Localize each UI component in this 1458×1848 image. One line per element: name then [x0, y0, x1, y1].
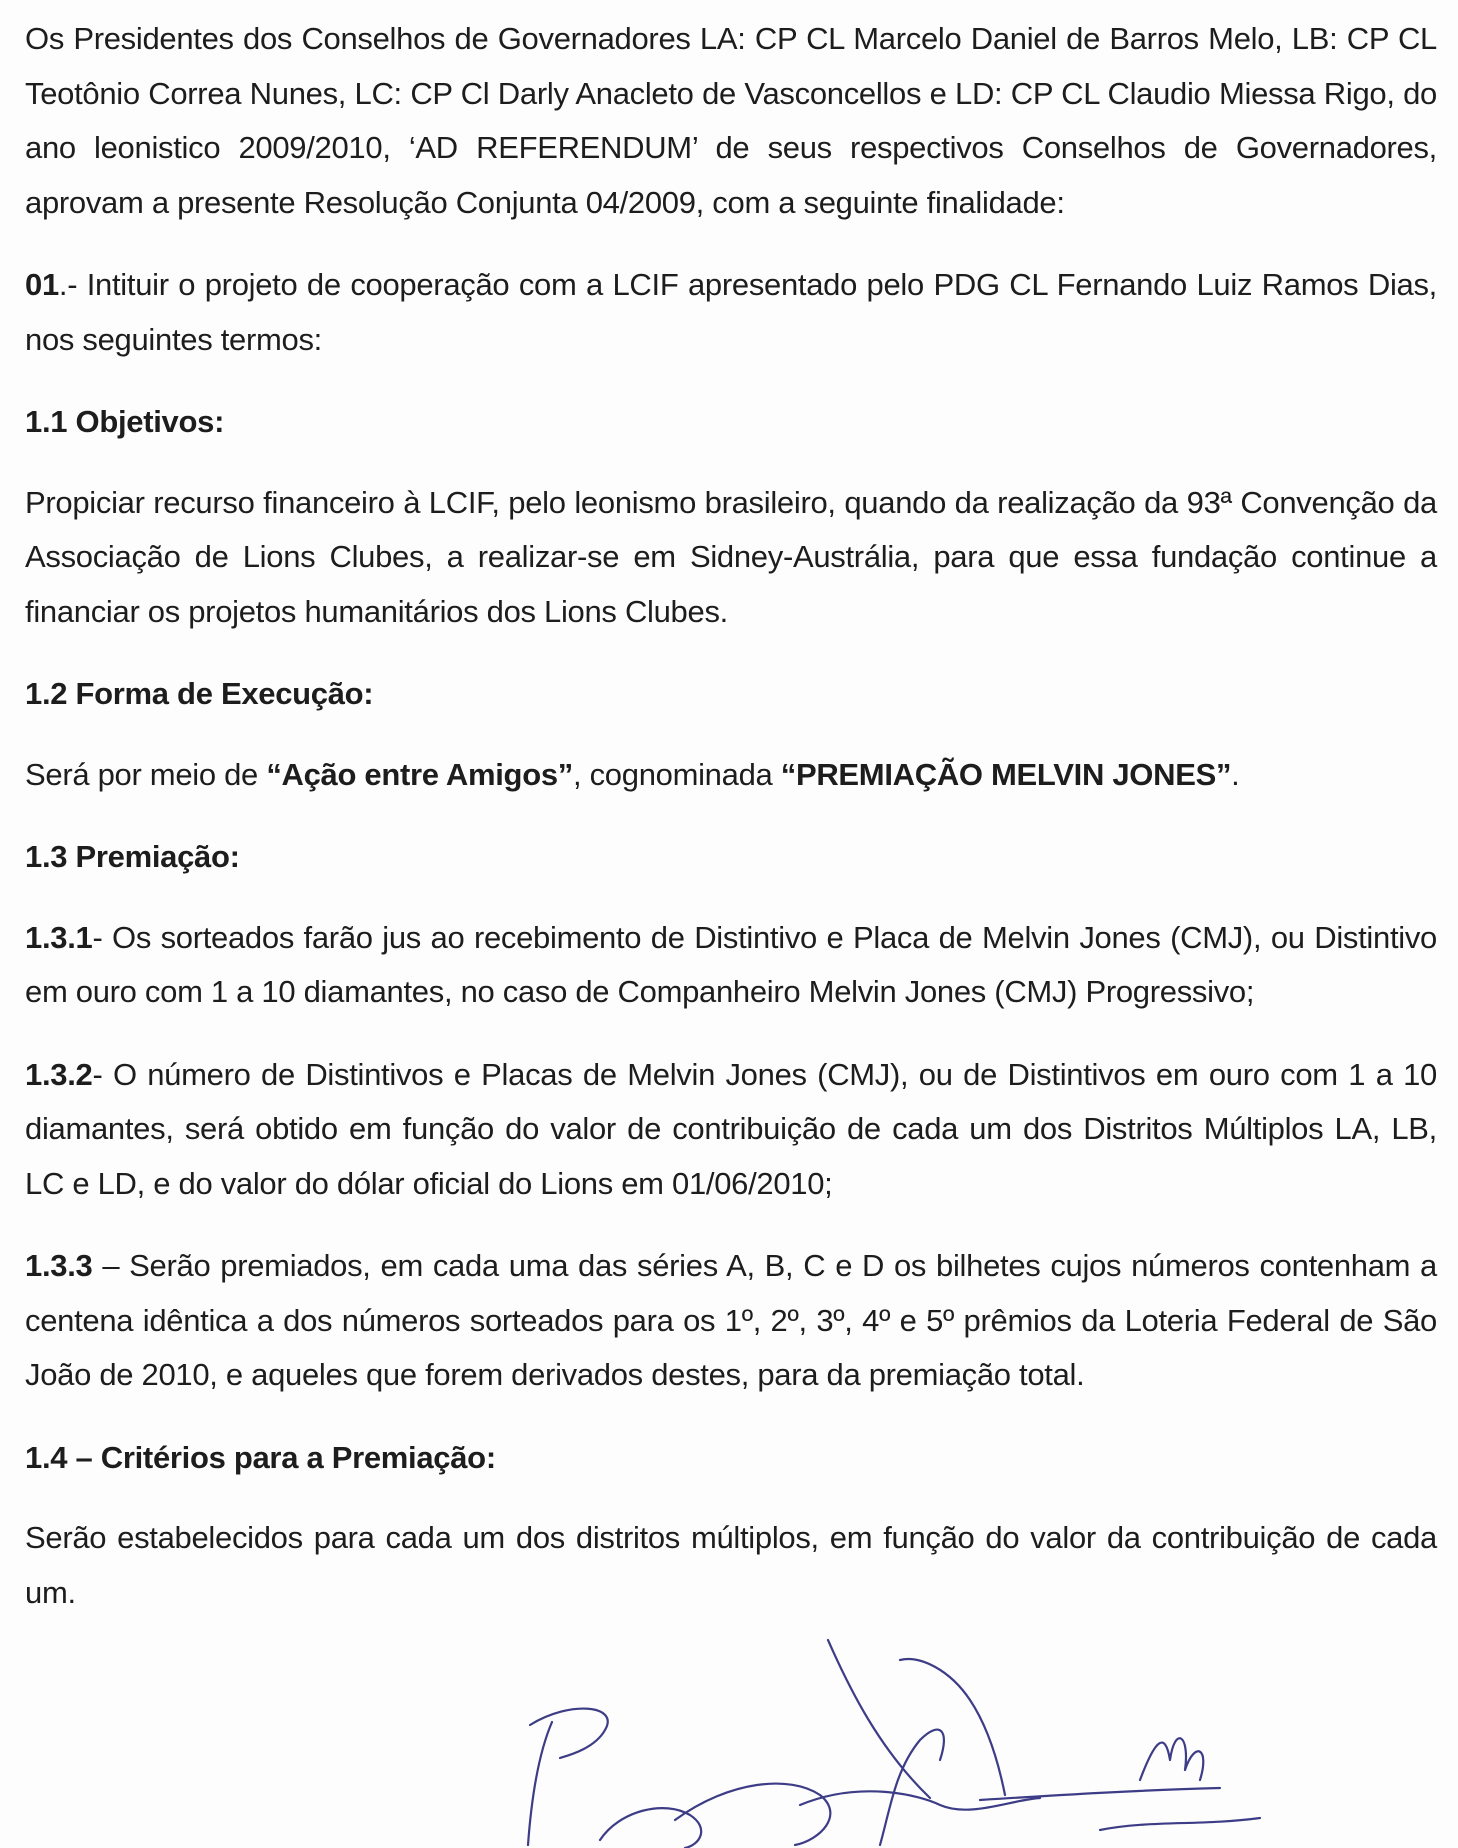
item-1-3-1-text: - Os sorteados farão jus ao recebimento de Distintivo e Placa de Melvin Jones (CMJ), ou Distintivo em ouro com 1 a 10 diamantes, no caso de Companheiro Melvin Jones (CMJ) Progressivo;	[25, 919, 1437, 1009]
item-1-3-1-number: 1.3.1	[25, 919, 93, 955]
section-1-4-text: Serão estabelecidos para cada um dos distritos múltiplos, em função do valor da contribuição de cada um.	[25, 1520, 1437, 1610]
item-1-3-1	[25, 911, 1437, 1020]
acao-entre-amigos: “Ação entre Amigos”	[266, 756, 573, 792]
signature-stroke-8	[880, 1730, 944, 1845]
item-1-3-3-text: – Serão premiados, em cada uma das séries A, B, C e D os bilhetes cujos números contenham a centena idêntica a dos números sorteados para os 1º, 2º, 3º, 4º e 5º prêmios da Loteria Federal de São João de 2010, e aqueles que forem derivados destes, para da premiação total.	[25, 1248, 1437, 1392]
signature-stroke-9	[980, 1788, 1220, 1800]
signature-stroke-10	[1140, 1738, 1203, 1780]
signature-stroke-6	[828, 1640, 930, 1798]
item-1-3-3-number: 1.3.3	[25, 1248, 93, 1283]
section-1-1-text: Propiciar recurso financeiro à LCIF, pelo leonismo brasileiro, quando da realização da 93ª Convenção da Associação de Lions Clubes, a realizar-se em Sidney-Austrália, para que essa fundação continue a financiar os projetos humanitários dos Lions Clubes.	[25, 484, 1437, 629]
premiacao-melvin-jones: “PREMIAÇÃO MELVIN JONES”	[780, 756, 1232, 792]
signature-stroke-11	[1100, 1818, 1260, 1830]
item-1-3-2-number: 1.3.2	[25, 1056, 93, 1092]
item-01-text: .- Intituir o projeto de cooperação com a LCIF apresentado pelo PDG CL Fernando Luiz Ramos Dias, nos seguintes termos:	[25, 267, 1437, 357]
item-01-number: 01	[25, 267, 59, 302]
signature-stroke-4	[675, 1784, 830, 1845]
document-body	[25, 12, 1437, 1648]
handwritten-signature	[500, 1630, 1320, 1848]
signature-stroke-3	[600, 1808, 701, 1848]
item-1-3-2-text: - O número de Distintivos e Placas de Melvin Jones (CMJ), ou de Distintivos em ouro com 1 a 10 diamantes, será obtido em função do valor de contribuição de cada um dos Distritos Múltiplos LA, LB, LC e LD, e do valor do dólar oficial do Lions em 01/06/2010;	[25, 1056, 1437, 1201]
intro-paragraph: Os Presidentes dos Conselhos de Governadores LA: CP CL Marcelo Daniel de Barros Melo, LB: CP CL Teotônio Correa Nunes, LC: CP Cl Darly Anacleto de Vasconcellos e LD: CP CL Claudio Miessa Rigo, do ano leonistico 2009/2010, ‘AD REFERENDUM’ de seus respectivos Conselhos de Governadores, aprovam a presente Resolução Conjunta 04/2009, com a seguinte finalidade:	[25, 21, 1437, 220]
section-1-2-text: Será por meio de “Ação entre Amigos”, cognominada “PREMIAÇÃO MELVIN JONES”.	[25, 756, 1240, 792]
section-1-1-heading: 1.1 Objetivos:	[25, 404, 225, 439]
item-01-paragraph	[25, 258, 1437, 367]
item-1-3-2	[25, 1048, 1437, 1212]
signature-stroke-7	[900, 1659, 1005, 1795]
item-1-3-3	[25, 1239, 1437, 1403]
section-1-4-heading: 1.4 – Critérios para a Premiação:	[25, 1439, 496, 1475]
section-1-3-heading: 1.3 Premiação:	[25, 839, 240, 874]
section-1-2-heading: 1.2 Forma de Execução:	[25, 676, 374, 711]
signature-stroke-1	[528, 1722, 552, 1845]
